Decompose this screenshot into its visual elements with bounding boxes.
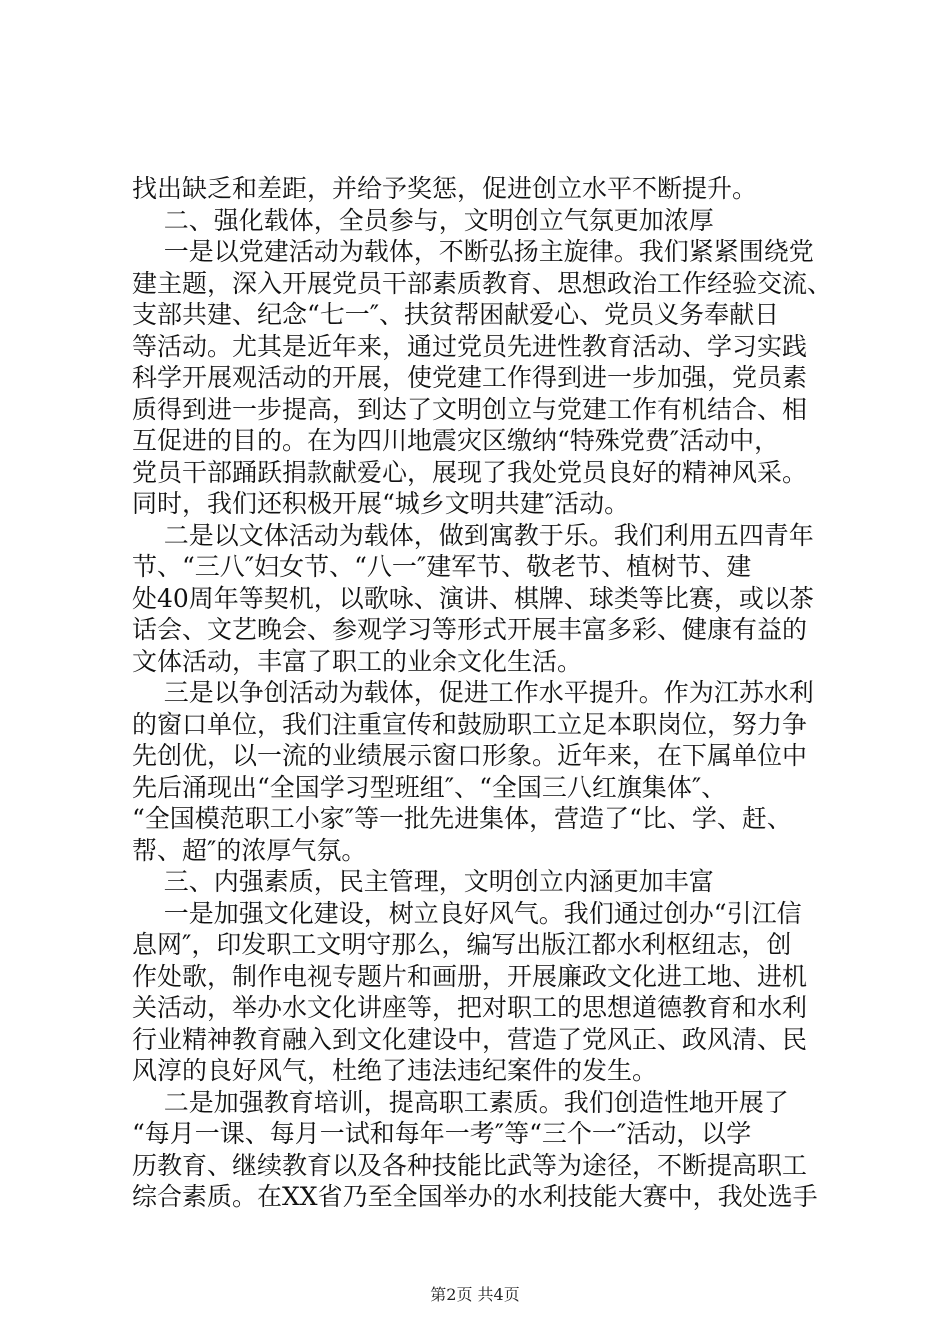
document-body (132, 173, 832, 1213)
section-heading: 三、内强素质，民主管理，文明创立内涵更加丰富 (132, 867, 714, 896)
text-line: 的窗口单位，我们注重宣传和鼓励职工立足本职岗位，努力争 (132, 709, 808, 739)
text-line: 作处歌，制作电视专题片和画册，开展廉政文化进工地、进机 (132, 961, 808, 991)
text-line: 建主题，深入开展党员干部素质教育、思想政治工作经验交流、 (132, 268, 832, 298)
section-heading: 二、强化载体，全员参与，文明创立气氛更加浓厚 (132, 205, 714, 235)
text-line: 一是加强文化建设，树立良好风气。我们通过创办“引江信 (132, 898, 802, 928)
text-line: 同时，我们还积极开展“城乡文明共建″活动。 (132, 489, 630, 518)
text-line: 风淳的良好风气，杜绝了违法违纪案件的发生。 (132, 1056, 658, 1085)
text-line: 找出缺乏和差距，并给予奖惩，促进创立水平不断提升。 (132, 174, 758, 203)
text-line: 互促进的目的。在为四川地震灾区缴纳“特殊党费″活动中， (132, 426, 780, 455)
text-line: 一是以党建活动为载体，不断弘扬主旋律。我们紧紧围绕党 (132, 237, 814, 266)
text-line: 先创优，以一流的业绩展示窗口形象。近年来，在下属单位中 (132, 741, 808, 770)
text-line: 综合素质。在XX省乃至全国举办的水利技能大赛中，我处选手 (132, 1182, 818, 1211)
text-line: “全国模范职工小家″等一批先进集体，营造了“比、学、赶、 (132, 804, 792, 833)
text-line: 帮、超″的浓厚气氛。 (132, 835, 367, 865)
text-line: 节、“三八″妇女节、“八一″建军节、敬老节、植树节、建 (132, 552, 752, 581)
text-line: 二是加强教育培训，提高职工素质。我们创造性地开展了 (132, 1087, 789, 1117)
text-line: 三是以争创活动为载体，促进工作水平提升。作为江苏水利 (132, 678, 814, 707)
text-line: 文体活动，丰富了职工的业余文化生活。 (132, 646, 583, 676)
text-line: 支部共建、纪念“七一″、扶贫帮困献爱心、党员义务奉献日 (132, 300, 780, 329)
text-line: 话会、文艺晚会、参观学习等形式开展丰富多彩、健康有益的 (132, 615, 808, 644)
text-line: 等活动。尤其是近年来，通过党员先进性教育活动、学习实践 (132, 331, 808, 361)
text-line: 先后涌现出“全国学习型班组″、“全国三八红旗集体″、 (132, 772, 727, 802)
page-footer: 第2页 共4页 (430, 1285, 520, 1304)
text-line: 息网″，印发职工文明守那么，编写出版江都水利枢纽志，创 (132, 930, 792, 959)
text-line: 党员干部踊跃捐款献爱心，展现了我处党员良好的精神风采。 (132, 457, 808, 487)
text-line: 科学开展观活动的开展，使党建工作得到进一步加强，党员素 (132, 363, 808, 392)
text-line: 质得到进一步提高，到达了文明创立与党建工作有机结合、相 (132, 394, 808, 424)
text-line: 历教育、继续教育以及各种技能比武等为途径，不断提高职工 (132, 1150, 808, 1180)
text-line: 处40周年等契机，以歌咏、演讲、棋牌、球类等比赛，或以茶 (132, 583, 814, 613)
text-line: 二是以文体活动为载体，做到寓教于乐。我们利用五四青年 (132, 520, 814, 550)
text-line: 关活动，举办水文化讲座等，把对职工的思想道德教育和水利 (132, 993, 808, 1022)
text-line: 行业精神教育融入到文化建设中，营造了党风正、政风清、民 (132, 1024, 808, 1054)
text-line: “每月一课、每月一试和每年一考″等“三个一″活动，以学 (132, 1119, 752, 1148)
